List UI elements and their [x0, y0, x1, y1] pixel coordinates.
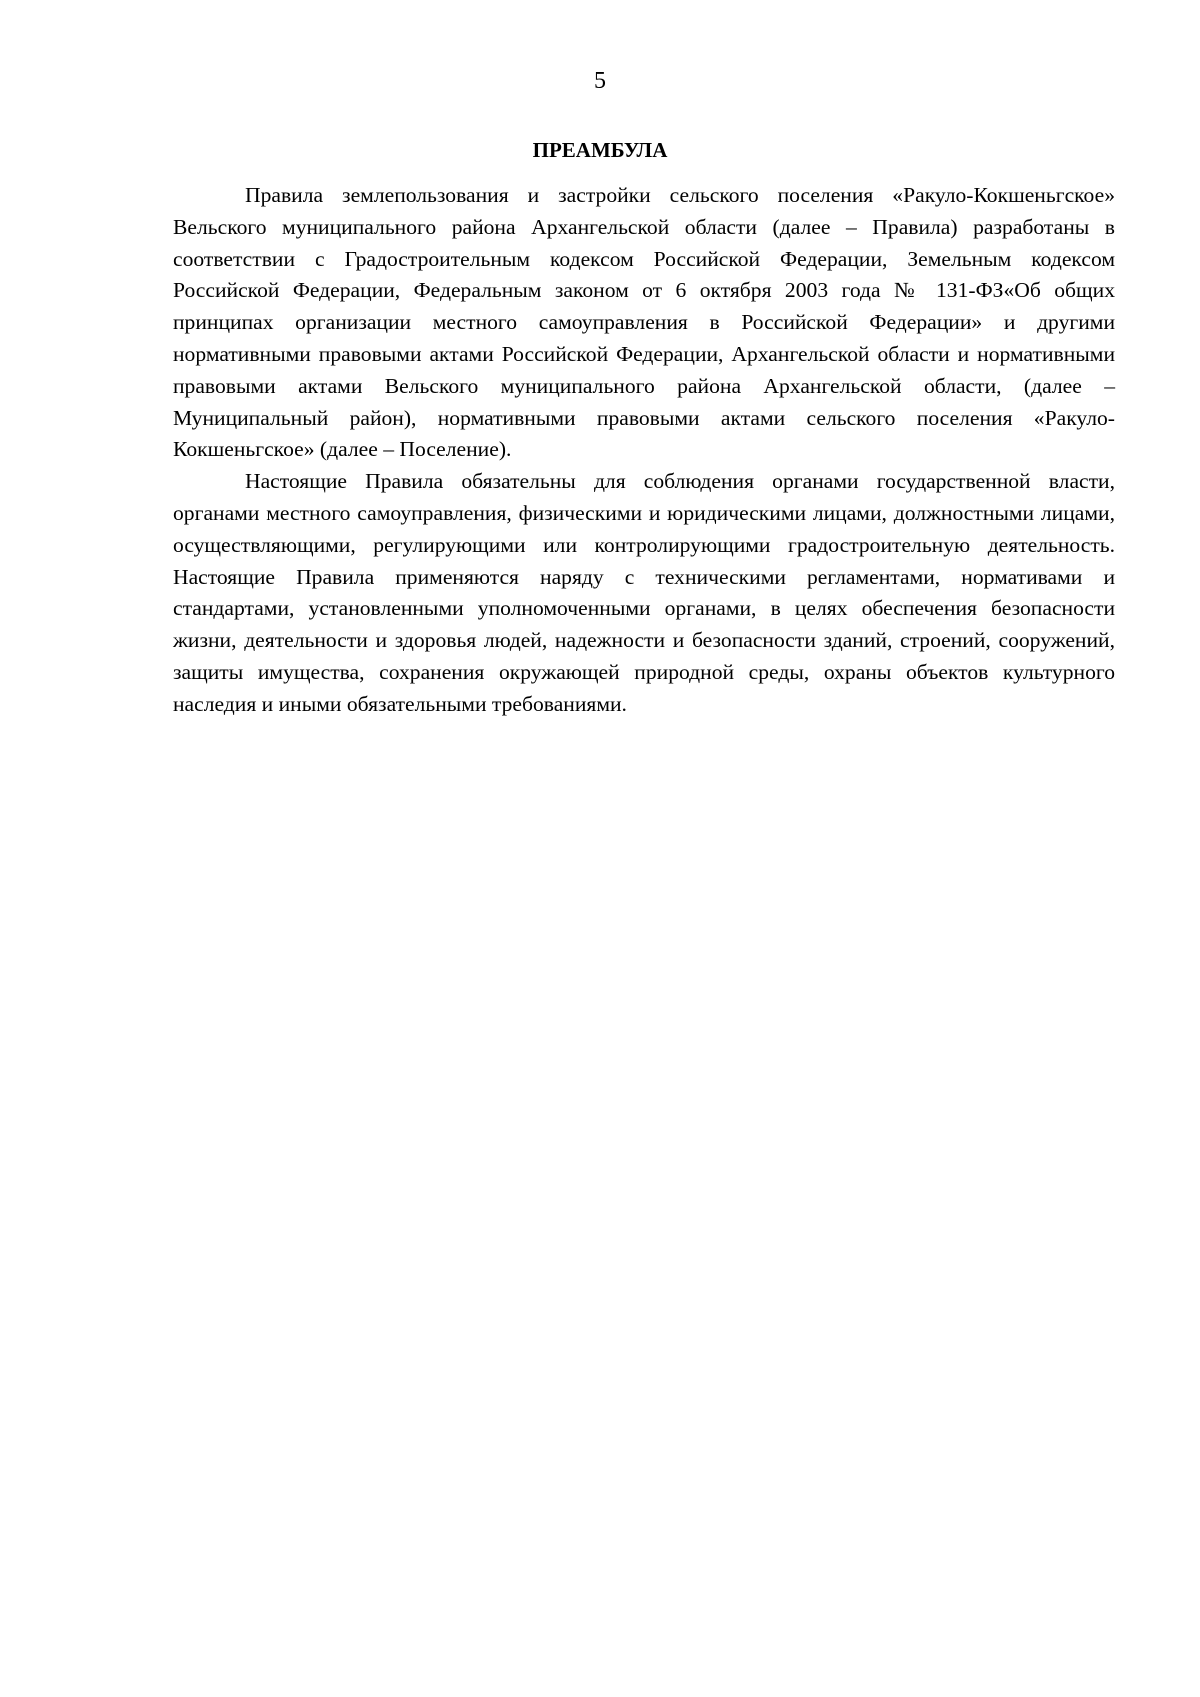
- section-heading: ПРЕАМБУЛА: [532, 138, 668, 162]
- paragraph-preamble-1: Правила землепользования и застройки сельского поселения «Ракуло-Кокшеньгское» Вельского муниципального района Архангельской области (далее – Правила) разработаны в соответствии с Градостроительным кодексом Российской Федерации, Земельным кодексом Российской Федерации, Федеральным законом от 6 октября 2003 года № 131-ФЗ«Об общих принципах организации местного самоуправления в Российской Федерации» и другими нормативными правовыми актами Российской Федерации, Архангельской области и нормативными правовыми актами Вельского муниципального района Архангельской области, (далее – Муниципальный район), нормативными правовыми актами сельского поселения «Ракуло-Кокшеньгское» (далее – Поселение).: [173, 183, 1115, 462]
- page-number: 5: [594, 68, 606, 94]
- body-text: [173, 180, 1115, 721]
- paragraph-preamble-2: Настоящие Правила обязательны для соблюдения органами государственной власти, органами местного самоуправления, физическими и юридическими лицами, должностными лицами, осуществляющими, регулирующими или контролирующими градостроительную деятельность. Настоящие Правила применяются наряду с техническими регламентами, нормативами и стандартами, установленными уполномоченными органами, в целях обеспечения безопасности жизни, деятельности и здоровья людей, надежности и безопасности зданий, строений, сооружений, защиты имущества, сохранения окружающей природной среды, охраны объектов культурного наследия и иными обязательными требованиями.: [173, 469, 1115, 716]
